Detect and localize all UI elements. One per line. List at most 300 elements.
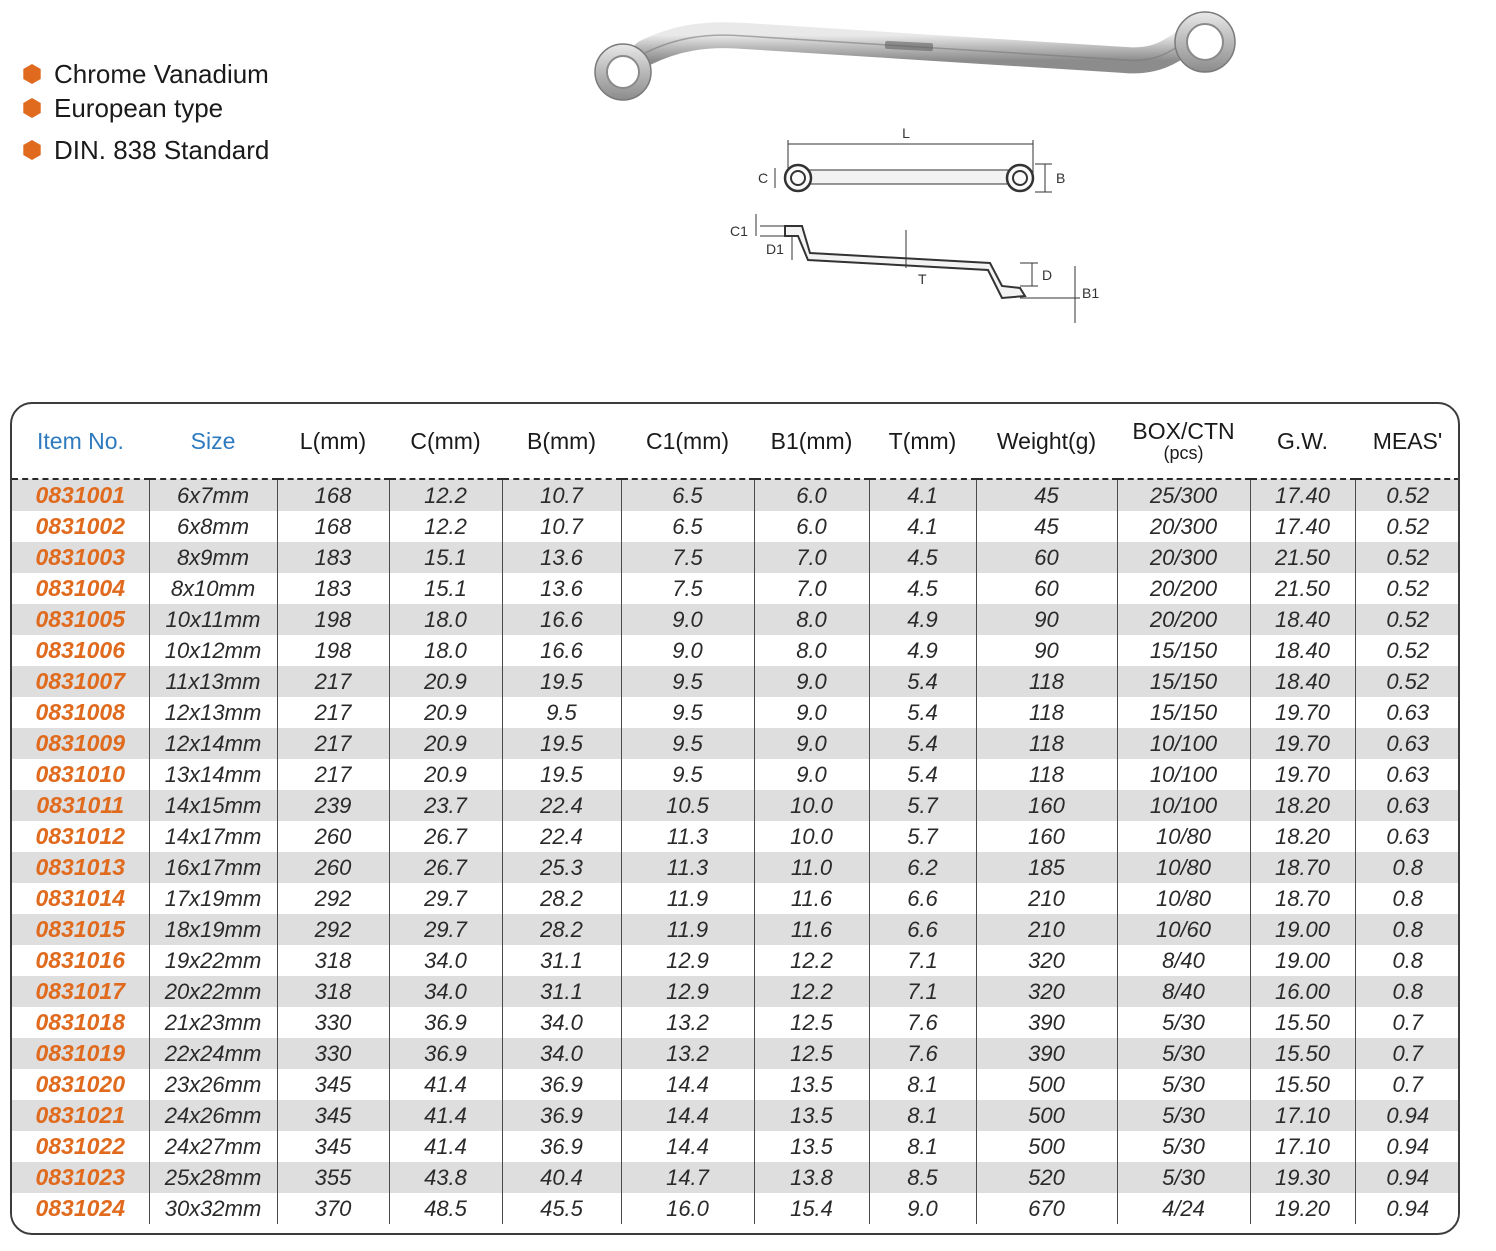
cell-gw: 16.00	[1250, 976, 1355, 1007]
cell-weight: 500	[976, 1100, 1117, 1131]
cell-c1: 14.4	[621, 1100, 754, 1131]
cell-b1: 9.0	[754, 666, 869, 697]
cell-b: 36.9	[502, 1069, 621, 1100]
cell-size: 6x8mm	[149, 511, 277, 542]
cell-c1: 7.5	[621, 542, 754, 573]
cell-c: 26.7	[389, 852, 502, 883]
cell-item-no: 0831001	[12, 479, 149, 511]
cell-gw: 21.50	[1250, 573, 1355, 604]
header-box-ctn-label: BOX/CTN	[1132, 418, 1235, 444]
offset-wrench-image	[585, 8, 1245, 108]
cell-t: 4.5	[869, 573, 976, 604]
cell-meas: 0.8	[1355, 945, 1460, 976]
cell-weight: 185	[976, 852, 1117, 883]
table-row	[12, 914, 1460, 945]
cell-size: 30x32mm	[149, 1193, 277, 1224]
cell-c: 36.9	[389, 1038, 502, 1069]
cell-meas: 0.52	[1355, 635, 1460, 666]
cell-box-ctn: 20/300	[1117, 542, 1250, 573]
diagram-label-l: L	[902, 125, 910, 141]
cell-weight: 390	[976, 1038, 1117, 1069]
table-row	[12, 542, 1460, 573]
cell-item-no: 0831007	[12, 666, 149, 697]
table-row	[12, 511, 1460, 542]
cell-size: 25x28mm	[149, 1162, 277, 1193]
cell-b: 28.2	[502, 883, 621, 914]
cell-c: 41.4	[389, 1100, 502, 1131]
cell-c: 34.0	[389, 945, 502, 976]
cell-box-ctn: 5/30	[1117, 1100, 1250, 1131]
cell-l: 318	[277, 945, 389, 976]
cell-meas: 0.7	[1355, 1007, 1460, 1038]
table-row	[12, 1038, 1460, 1069]
cell-c1: 6.5	[621, 511, 754, 542]
cell-meas: 0.7	[1355, 1069, 1460, 1100]
cell-gw: 19.70	[1250, 697, 1355, 728]
cell-l: 183	[277, 573, 389, 604]
cell-gw: 18.20	[1250, 790, 1355, 821]
cell-box-ctn: 10/80	[1117, 852, 1250, 883]
cell-item-no: 0831002	[12, 511, 149, 542]
cell-box-ctn: 10/100	[1117, 759, 1250, 790]
cell-weight: 210	[976, 914, 1117, 945]
cell-c1: 6.5	[621, 479, 754, 511]
table-row	[12, 635, 1460, 666]
cell-item-no: 0831014	[12, 883, 149, 914]
cell-b1: 10.0	[754, 790, 869, 821]
cell-l: 330	[277, 1038, 389, 1069]
table-row	[12, 976, 1460, 1007]
cell-b: 31.1	[502, 945, 621, 976]
table-header-row	[12, 404, 1460, 479]
table-row	[12, 666, 1460, 697]
cell-item-no: 0831017	[12, 976, 149, 1007]
cell-weight: 118	[976, 666, 1117, 697]
cell-b: 36.9	[502, 1100, 621, 1131]
table-row	[12, 1162, 1460, 1193]
cell-l: 239	[277, 790, 389, 821]
cell-t: 8.1	[869, 1069, 976, 1100]
table-row	[12, 1193, 1460, 1224]
header-box-ctn-unit: (pcs)	[1163, 443, 1204, 463]
cell-c1: 11.9	[621, 914, 754, 945]
cell-meas: 0.8	[1355, 976, 1460, 1007]
header-t: T(mm)	[869, 404, 976, 479]
cell-meas: 0.52	[1355, 666, 1460, 697]
cell-c1: 7.5	[621, 573, 754, 604]
cell-gw: 15.50	[1250, 1038, 1355, 1069]
cell-item-no: 0831009	[12, 728, 149, 759]
cell-l: 345	[277, 1131, 389, 1162]
cell-c: 15.1	[389, 542, 502, 573]
hexagon-bullet-icon	[22, 98, 42, 118]
cell-b: 34.0	[502, 1007, 621, 1038]
feature-item	[22, 92, 269, 124]
cell-b: 19.5	[502, 666, 621, 697]
feature-item	[22, 58, 269, 90]
cell-weight: 320	[976, 976, 1117, 1007]
cell-weight: 60	[976, 573, 1117, 604]
cell-t: 7.1	[869, 945, 976, 976]
cell-size: 19x22mm	[149, 945, 277, 976]
table-row	[12, 1131, 1460, 1162]
cell-c: 20.9	[389, 697, 502, 728]
cell-gw: 17.40	[1250, 479, 1355, 511]
feature-item	[22, 134, 269, 166]
cell-gw: 18.20	[1250, 821, 1355, 852]
header-gw: G.W.	[1250, 404, 1355, 479]
diagram-label-d1: D1	[766, 241, 784, 257]
cell-c1: 12.9	[621, 945, 754, 976]
cell-box-ctn: 25/300	[1117, 479, 1250, 511]
cell-b1: 11.6	[754, 883, 869, 914]
cell-box-ctn: 5/30	[1117, 1069, 1250, 1100]
cell-b1: 6.0	[754, 479, 869, 511]
table-row	[12, 790, 1460, 821]
header-b: B(mm)	[502, 404, 621, 479]
cell-b: 31.1	[502, 976, 621, 1007]
cell-size: 24x27mm	[149, 1131, 277, 1162]
cell-t: 5.7	[869, 790, 976, 821]
cell-gw: 17.40	[1250, 511, 1355, 542]
cell-gw: 18.40	[1250, 604, 1355, 635]
cell-b1: 9.0	[754, 697, 869, 728]
cell-weight: 118	[976, 697, 1117, 728]
cell-c: 36.9	[389, 1007, 502, 1038]
hexagon-bullet-icon	[22, 64, 42, 84]
cell-meas: 0.7	[1355, 1038, 1460, 1069]
feature-text: DIN. 838 Standard	[54, 134, 270, 165]
cell-item-no: 0831008	[12, 697, 149, 728]
cell-b1: 11.0	[754, 852, 869, 883]
cell-l: 217	[277, 697, 389, 728]
cell-box-ctn: 15/150	[1117, 697, 1250, 728]
spec-table	[12, 404, 1460, 1224]
cell-item-no: 0831022	[12, 1131, 149, 1162]
cell-size: 6x7mm	[149, 479, 277, 511]
cell-size: 18x19mm	[149, 914, 277, 945]
cell-c1: 11.3	[621, 852, 754, 883]
cell-t: 7.6	[869, 1038, 976, 1069]
cell-gw: 19.00	[1250, 914, 1355, 945]
cell-b: 22.4	[502, 790, 621, 821]
header-weight: Weight(g)	[976, 404, 1117, 479]
cell-gw: 17.10	[1250, 1100, 1355, 1131]
cell-b1: 12.2	[754, 945, 869, 976]
cell-t: 5.4	[869, 666, 976, 697]
cell-l: 198	[277, 604, 389, 635]
cell-meas: 0.52	[1355, 542, 1460, 573]
cell-b: 16.6	[502, 604, 621, 635]
cell-gw: 18.70	[1250, 852, 1355, 883]
cell-item-no: 0831019	[12, 1038, 149, 1069]
cell-item-no: 0831021	[12, 1100, 149, 1131]
table-row	[12, 1100, 1460, 1131]
cell-c: 41.4	[389, 1131, 502, 1162]
cell-weight: 60	[976, 542, 1117, 573]
cell-gw: 15.50	[1250, 1069, 1355, 1100]
cell-meas: 0.94	[1355, 1162, 1460, 1193]
cell-b1: 12.5	[754, 1038, 869, 1069]
cell-item-no: 0831023	[12, 1162, 149, 1193]
cell-size: 8x10mm	[149, 573, 277, 604]
cell-l: 217	[277, 666, 389, 697]
cell-b1: 11.6	[754, 914, 869, 945]
cell-meas: 0.94	[1355, 1193, 1460, 1224]
table-row	[12, 1069, 1460, 1100]
table-row	[12, 604, 1460, 635]
cell-b: 16.6	[502, 635, 621, 666]
cell-meas: 0.63	[1355, 728, 1460, 759]
cell-c1: 13.2	[621, 1038, 754, 1069]
cell-c: 48.5	[389, 1193, 502, 1224]
table-row	[12, 759, 1460, 790]
cell-item-no: 0831010	[12, 759, 149, 790]
cell-t: 6.2	[869, 852, 976, 883]
cell-box-ctn: 10/60	[1117, 914, 1250, 945]
cell-b: 9.5	[502, 697, 621, 728]
cell-t: 4.1	[869, 479, 976, 511]
cell-t: 8.1	[869, 1100, 976, 1131]
cell-c1: 9.5	[621, 728, 754, 759]
cell-c: 34.0	[389, 976, 502, 1007]
cell-b: 28.2	[502, 914, 621, 945]
cell-c1: 12.9	[621, 976, 754, 1007]
cell-size: 10x12mm	[149, 635, 277, 666]
cell-l: 198	[277, 635, 389, 666]
cell-weight: 45	[976, 511, 1117, 542]
cell-size: 11x13mm	[149, 666, 277, 697]
cell-c: 23.7	[389, 790, 502, 821]
cell-weight: 118	[976, 728, 1117, 759]
table-row	[12, 883, 1460, 914]
cell-b: 25.3	[502, 852, 621, 883]
cell-gw: 19.70	[1250, 759, 1355, 790]
cell-b1: 12.2	[754, 976, 869, 1007]
cell-box-ctn: 10/80	[1117, 883, 1250, 914]
cell-size: 14x17mm	[149, 821, 277, 852]
table-row	[12, 852, 1460, 883]
cell-weight: 118	[976, 759, 1117, 790]
cell-c: 41.4	[389, 1069, 502, 1100]
cell-gw: 19.20	[1250, 1193, 1355, 1224]
feature-text: Chrome Vanadium	[54, 58, 269, 89]
cell-box-ctn: 15/150	[1117, 666, 1250, 697]
cell-size: 12x14mm	[149, 728, 277, 759]
cell-l: 168	[277, 511, 389, 542]
cell-box-ctn: 15/150	[1117, 635, 1250, 666]
cell-l: 183	[277, 542, 389, 573]
cell-b: 10.7	[502, 479, 621, 511]
cell-b: 13.6	[502, 573, 621, 604]
cell-b1: 12.5	[754, 1007, 869, 1038]
cell-b: 19.5	[502, 728, 621, 759]
cell-meas: 0.8	[1355, 883, 1460, 914]
cell-gw: 19.30	[1250, 1162, 1355, 1193]
spec-table-container	[10, 402, 1460, 1235]
cell-l: 318	[277, 976, 389, 1007]
cell-c: 20.9	[389, 728, 502, 759]
diagram-label-b1: B1	[1082, 285, 1100, 301]
cell-c: 18.0	[389, 635, 502, 666]
header-meas: MEAS'	[1355, 404, 1460, 479]
cell-weight: 160	[976, 790, 1117, 821]
cell-b1: 6.0	[754, 511, 869, 542]
cell-c: 43.8	[389, 1162, 502, 1193]
cell-box-ctn: 10/80	[1117, 821, 1250, 852]
cell-b1: 7.0	[754, 542, 869, 573]
cell-l: 330	[277, 1007, 389, 1038]
cell-b: 34.0	[502, 1038, 621, 1069]
cell-l: 217	[277, 759, 389, 790]
cell-box-ctn: 5/30	[1117, 1038, 1250, 1069]
cell-l: 292	[277, 883, 389, 914]
cell-weight: 500	[976, 1131, 1117, 1162]
cell-item-no: 0831011	[12, 790, 149, 821]
cell-c: 12.2	[389, 479, 502, 511]
header-c: C(mm)	[389, 404, 502, 479]
cell-t: 4.9	[869, 604, 976, 635]
cell-t: 5.4	[869, 728, 976, 759]
cell-meas: 0.52	[1355, 511, 1460, 542]
cell-box-ctn: 10/100	[1117, 790, 1250, 821]
cell-c1: 14.4	[621, 1069, 754, 1100]
table-row	[12, 573, 1460, 604]
dimension-diagram	[720, 118, 1120, 333]
cell-b1: 9.0	[754, 728, 869, 759]
cell-t: 5.7	[869, 821, 976, 852]
cell-weight: 45	[976, 479, 1117, 511]
cell-meas: 0.52	[1355, 479, 1460, 511]
table-row	[12, 945, 1460, 976]
cell-b: 36.9	[502, 1131, 621, 1162]
table-row	[12, 728, 1460, 759]
cell-t: 6.6	[869, 914, 976, 945]
cell-item-no: 0831024	[12, 1193, 149, 1224]
cell-b1: 13.8	[754, 1162, 869, 1193]
cell-c: 26.7	[389, 821, 502, 852]
diagram-label-c: C	[758, 170, 769, 186]
cell-b: 19.5	[502, 759, 621, 790]
cell-gw: 18.40	[1250, 635, 1355, 666]
cell-weight: 500	[976, 1069, 1117, 1100]
cell-size: 12x13mm	[149, 697, 277, 728]
cell-size: 13x14mm	[149, 759, 277, 790]
cell-item-no: 0831013	[12, 852, 149, 883]
cell-item-no: 0831005	[12, 604, 149, 635]
cell-t: 5.4	[869, 759, 976, 790]
cell-c: 18.0	[389, 604, 502, 635]
header-c1: C1(mm)	[621, 404, 754, 479]
cell-c1: 14.4	[621, 1131, 754, 1162]
cell-b1: 7.0	[754, 573, 869, 604]
cell-b1: 9.0	[754, 759, 869, 790]
cell-weight: 320	[976, 945, 1117, 976]
cell-l: 355	[277, 1162, 389, 1193]
cell-size: 10x11mm	[149, 604, 277, 635]
cell-item-no: 0831016	[12, 945, 149, 976]
cell-meas: 0.63	[1355, 821, 1460, 852]
cell-weight: 390	[976, 1007, 1117, 1038]
cell-c: 20.9	[389, 759, 502, 790]
cell-weight: 210	[976, 883, 1117, 914]
cell-box-ctn: 20/300	[1117, 511, 1250, 542]
cell-t: 7.1	[869, 976, 976, 1007]
cell-size: 14x15mm	[149, 790, 277, 821]
cell-c1: 9.0	[621, 604, 754, 635]
cell-c1: 9.5	[621, 666, 754, 697]
cell-t: 8.1	[869, 1131, 976, 1162]
cell-meas: 0.52	[1355, 573, 1460, 604]
cell-gw: 18.70	[1250, 883, 1355, 914]
cell-l: 370	[277, 1193, 389, 1224]
cell-c: 15.1	[389, 573, 502, 604]
cell-t: 4.5	[869, 542, 976, 573]
cell-size: 23x26mm	[149, 1069, 277, 1100]
cell-item-no: 0831018	[12, 1007, 149, 1038]
cell-size: 16x17mm	[149, 852, 277, 883]
cell-b1: 13.5	[754, 1069, 869, 1100]
cell-gw: 15.50	[1250, 1007, 1355, 1038]
cell-c: 29.7	[389, 883, 502, 914]
cell-meas: 0.63	[1355, 790, 1460, 821]
cell-b1: 8.0	[754, 635, 869, 666]
cell-item-no: 0831006	[12, 635, 149, 666]
cell-t: 7.6	[869, 1007, 976, 1038]
cell-c1: 16.0	[621, 1193, 754, 1224]
cell-c: 12.2	[389, 511, 502, 542]
cell-weight: 670	[976, 1193, 1117, 1224]
feature-text: European type	[54, 92, 224, 123]
cell-t: 8.5	[869, 1162, 976, 1193]
cell-c1: 9.5	[621, 759, 754, 790]
header-l: L(mm)	[277, 404, 389, 479]
cell-gw: 19.00	[1250, 945, 1355, 976]
cell-b1: 13.5	[754, 1131, 869, 1162]
cell-meas: 0.63	[1355, 759, 1460, 790]
cell-item-no: 0831015	[12, 914, 149, 945]
cell-l: 292	[277, 914, 389, 945]
cell-box-ctn: 10/100	[1117, 728, 1250, 759]
cell-t: 4.9	[869, 635, 976, 666]
cell-b1: 15.4	[754, 1193, 869, 1224]
cell-size: 22x24mm	[149, 1038, 277, 1069]
cell-box-ctn: 8/40	[1117, 976, 1250, 1007]
cell-b: 10.7	[502, 511, 621, 542]
table-row	[12, 821, 1460, 852]
cell-b: 40.4	[502, 1162, 621, 1193]
table-body	[12, 479, 1460, 1224]
cell-meas: 0.8	[1355, 852, 1460, 883]
cell-box-ctn: 5/30	[1117, 1131, 1250, 1162]
cell-gw: 18.40	[1250, 666, 1355, 697]
cell-l: 217	[277, 728, 389, 759]
cell-item-no: 0831020	[12, 1069, 149, 1100]
table-row	[12, 697, 1460, 728]
cell-gw: 17.10	[1250, 1131, 1355, 1162]
cell-box-ctn: 20/200	[1117, 604, 1250, 635]
cell-gw: 21.50	[1250, 542, 1355, 573]
cell-l: 168	[277, 479, 389, 511]
table-row	[12, 479, 1460, 511]
cell-weight: 160	[976, 821, 1117, 852]
cell-t: 9.0	[869, 1193, 976, 1224]
cell-weight: 90	[976, 635, 1117, 666]
cell-box-ctn: 5/30	[1117, 1162, 1250, 1193]
cell-l: 345	[277, 1069, 389, 1100]
cell-c1: 11.9	[621, 883, 754, 914]
cell-weight: 520	[976, 1162, 1117, 1193]
